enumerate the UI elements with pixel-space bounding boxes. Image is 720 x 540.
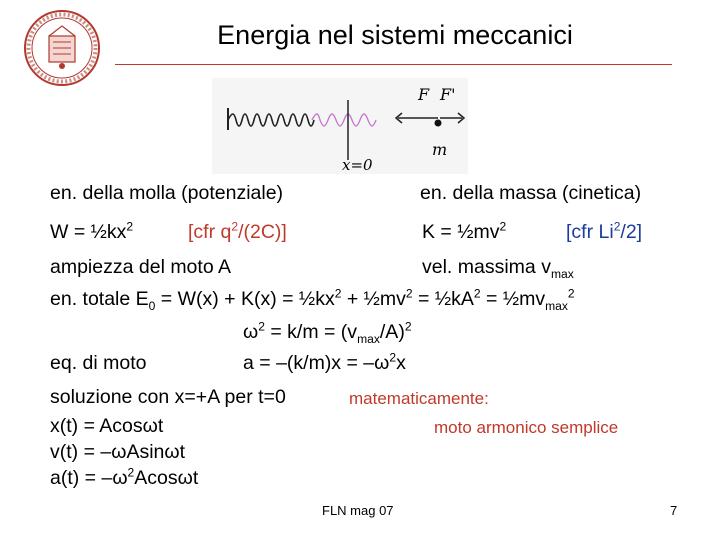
- title-underline: [115, 64, 672, 65]
- capacitor-analogy: [cfr $q^2/(2C)$]: [188, 219, 287, 243]
- force-prime-label: F': [440, 85, 456, 104]
- total-energy-equation: en. totale $E_0 = W(x) + K(x)$ = $\frac{1}{2}kx^2$ + $\frac{1}{2}mv^2$ = $\frac{1}{2}kA^2$ = $\frac{1}{2}mv_{max}^2$: [50, 286, 575, 313]
- footer-text: FLN mag 07: [322, 503, 394, 518]
- inductor-analogy: [cfr Li$^2$/2]: [566, 219, 643, 243]
- spring-mass-figure: [212, 78, 468, 174]
- velocity-function: v(t) = –ωAsinωt: [50, 441, 186, 463]
- mass-label: m: [432, 140, 448, 159]
- kinetic-energy-formula: $K = \frac{1}{2}mv^2$: [422, 219, 507, 243]
- force-label: F: [418, 85, 430, 104]
- mass-dot: [435, 120, 442, 127]
- max-velocity-text: vel. massima $v_{max}$: [422, 256, 574, 281]
- potential-energy-formula: $W = \frac{1}{2}kx^2$: [50, 219, 134, 243]
- acceleration-function: $a(t) = -\omega^2Acos\omega t$: [50, 465, 199, 489]
- kinetic-energy-label: en. della massa (cinetica): [420, 182, 642, 204]
- origin-label: x=0: [342, 156, 373, 174]
- simple-harmonic-motion-label: moto armonico semplice: [434, 418, 619, 437]
- page-number: 7: [670, 503, 678, 518]
- position-function: x(t) = Acosωt: [50, 415, 164, 437]
- slide-title: Energia nel sistemi meccanici: [217, 20, 573, 50]
- potential-energy-label: en. della molla (potenziale): [50, 182, 284, 204]
- mathematically-label: matematicamente:: [349, 389, 489, 408]
- solution-text: soluzione con x=+A per t=0: [50, 386, 286, 408]
- amplitude-text: ampiezza del moto A: [50, 256, 232, 278]
- omega-equation: $\omega^2 = k/m = (v_{max}/A)^2$: [243, 319, 412, 346]
- equation-of-motion: $a = -(k/m)x = -\omega^2x$: [243, 350, 406, 374]
- equation-of-motion-label: eq. di moto: [50, 352, 147, 374]
